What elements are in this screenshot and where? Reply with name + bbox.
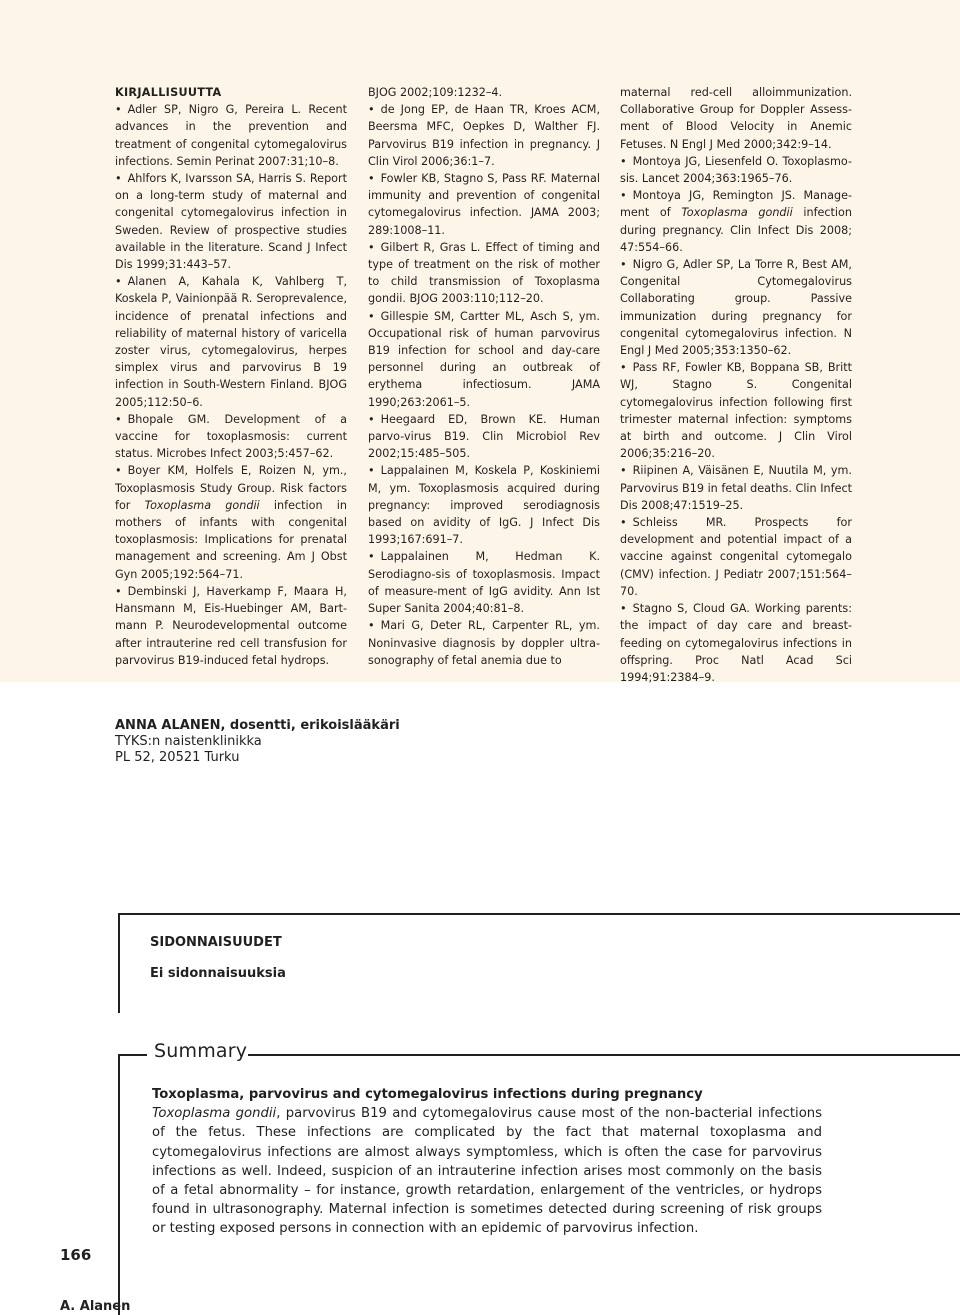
bullet-icon: •: [115, 412, 122, 426]
bullet-icon: •: [115, 103, 122, 117]
bullet-icon: •: [620, 189, 627, 203]
summary-content: [152, 1085, 822, 1239]
author-address: PL 52, 20521 Turku: [115, 750, 240, 765]
reference-item: • de Jong EP, de Haan TR, Kroes ACM, Beersma MFC, Oepkes D, Walther FJ. Parvovirus B19 infection in pregnancy. J Clin Virol 2006;36:1–7.: [368, 103, 600, 168]
bullet-icon: •: [368, 103, 375, 117]
reference-item: • Lappalainen M, Hedman K. Serodiagno-sis of toxoplasmosis. Impact of measure-ment of IgG avidity. Ann Ist Super Sanita 2004;40:81–8.: [368, 550, 600, 616]
author-info: [115, 718, 400, 766]
reference-item: • Mari G, Deter RL, Carpenter RL, ym. Noninvasive diagnosis by doppler ultra-sonography of fetal anemia due to: [368, 619, 600, 667]
species-name-italic: Toxoplasma gondii: [681, 206, 793, 220]
species-name-italic: Toxoplasma gondii: [152, 1106, 277, 1122]
reference-continuation: BJOG 2002;109:1232–4.: [368, 86, 503, 99]
bullet-icon: •: [620, 602, 627, 616]
reference-item: • Gilbert R, Gras L. Effect of timing and type of treatment on the risk of mother to child transmission of Toxoplasma gondii. BJOG 2003:110;112–20.: [368, 240, 600, 306]
author-name: ANNA ALANEN, dosentti, erikoislääkäri: [115, 718, 400, 733]
bullet-icon: •: [368, 172, 375, 186]
reference-item: • Schleiss MR. Prospects for development and potential impact of a vaccine against congenital cytomegalo (CMV) infection. J Pediatr 2007;151:564–70.: [620, 516, 852, 598]
reference-item: • Dembinski J, Haverkamp F, Maara H, Hansmann M, Eis-Huebinger AM, Bart-mann P. Neurodevelopmental outcome after intrauterine red cell transfusion for parvovirus B19-induced fetal hydrops.: [115, 584, 347, 667]
bullet-icon: •: [368, 240, 375, 254]
reference-item: • Alanen A, Kahala K, Vahlberg T, Koskela P, Vainionpää R. Seroprevalence, incidence of prenatal infections and reliability of maternal history of varicella zoster virus, cytomegalovirus, herpes simplex virus and parvovirus B 19 infection in South-Western Finland. BJOG 2005;112:50–6.: [115, 275, 347, 409]
reference-item: • Gillespie SM, Cartter ML, Asch S, ym. Occupational risk of human parvovirus B19 infection for school and day-care personnel during an outbreak of erythema infectiosum. JAMA 1990;263:2061–5.: [368, 309, 600, 409]
reference-item: • Adler SP, Nigro G, Pereira L. Recent advances in the prevention and treatment of congenital cytomegalovirus infections. Semin Perinat 2007:31;10–8.: [115, 103, 347, 168]
reference-item: • Boyer KM, Holfels E, Roizen N, ym., Toxoplasmosis Study Group. Risk factors for Toxoplasma gondii infection in mothers of infants with congenital toxoplasmosis: Implications for prenatal management and screening. Am J Obst Gyn 2005;192:564–71.: [115, 464, 347, 581]
reference-item: • Montoya JG, Remington JS. Manage-ment of Toxoplasma gondii infection during pregnancy. Clin Infect Dis 2008; 47:554–66.: [620, 189, 852, 254]
bullet-icon: •: [115, 464, 122, 478]
bullet-icon: •: [368, 412, 375, 426]
conflicts-text: Ei sidonnaisuuksia: [150, 966, 286, 981]
bullet-icon: •: [620, 516, 627, 530]
bullet-icon: •: [620, 464, 627, 478]
reference-item: • Lappalainen M, Koskela P, Koskiniemi M, ym. Toxoplasmosis acquired during pregnancy: improved serodiagnosis based on avidity of IgG. J Infect Dis 1993;167:691–7.: [368, 464, 600, 547]
summary-rule: [248, 1054, 960, 1056]
summary-heading: Toxoplasma, parvovirus and cytomegalovirus infections during pregnancy: [152, 1087, 703, 1102]
references-column-1: [115, 84, 347, 669]
author-affiliation: TYKS:n naistenklinikka: [115, 734, 262, 749]
bullet-icon: •: [620, 258, 627, 272]
page-number: 166: [60, 1246, 92, 1264]
bullet-icon: •: [368, 619, 375, 633]
summary-body: Toxoplasma gondii, parvovirus B19 and cytomegalovirus cause most of the non-bacterial infections of the fetus. These infections are complicated by the fact that maternal toxoplasma and cytomegalovirus infections are almost always symptomless, which is often the case for parvovirus infections as well. Indeed, suspicion of an intrauterine infection arises most commonly on the basis of a fetal abnormality – for instance, growth retardation, enlargement of the ventricles, or hydrops found in ultrasonography. Maternal infection is sometimes detected during screening of risk groups or testing exposed persons in connection with an epidemic of parvovirus infection.: [152, 1106, 822, 1237]
bullet-icon: •: [115, 172, 122, 186]
summary-rule: [120, 1054, 147, 1056]
summary-label: Summary: [154, 1040, 248, 1062]
bullet-icon: •: [368, 309, 375, 323]
reference-item: • Fowler KB, Stagno S, Pass RF. Maternal immunity and prevention of congenital cytomegalovirus infection. JAMA 2003; 289:1008–11.: [368, 172, 600, 237]
reference-item: • Bhopale GM. Development of a vaccine for toxoplasmosis: current status. Microbes Infect 2003;5:457–62.: [115, 412, 347, 461]
references-column-2: [368, 84, 600, 669]
reference-item: • Montoya JG, Liesenfeld O. Toxoplasmo-sis. Lancet 2004;363:1965–76.: [620, 154, 852, 186]
references-heading: KIRJALLISUUTTA: [115, 86, 222, 99]
reference-item: • Riipinen A, Väisänen E, Nuutila M, ym. Parvovirus B19 in fetal deaths. Clin Infect Dis 2008;47:1519–25.: [620, 464, 852, 512]
running-author: A. Alanen: [60, 1299, 131, 1314]
bullet-icon: •: [368, 464, 375, 478]
reference-item: • Pass RF, Fowler KB, Boppana SB, Britt WJ, Stagno S. Congenital cytomegalovirus infection following first trimester maternal infection: symptoms at birth and outcome. J Clin Virol 2006;35:216–20.: [620, 361, 852, 461]
summary-box: [118, 1040, 960, 1315]
reference-continuation: maternal red-cell alloimmunization. Collaborative Group for Doppler Assess-ment of Blood Velocity in Anemic Fetuses. N Engl J Med 2000;342:9–14.: [620, 86, 852, 151]
references-column-3: [620, 84, 852, 686]
conflicts-title: SIDONNAISUUDET: [150, 935, 282, 950]
reference-item: • Ahlfors K, Ivarsson SA, Harris S. Report on a long-term study of maternal and congenital cytomegalovirus infection in Sweden. Review of prospective studies available in the literature. Scand J Infect Dis 1999;31:443–57.: [115, 172, 347, 272]
bullet-icon: •: [620, 154, 627, 168]
bullet-icon: •: [368, 550, 375, 564]
reference-item: • Stagno S, Cloud GA. Working parents: the impact of day care and breast-feeding on cytomegalovirus infections in offspring. Proc Natl Acad Sci 1994;91:2384–9.: [620, 602, 852, 684]
reference-item: • Heegaard ED, Brown KE. Human parvo-virus B19. Clin Microbiol Rev 2002;15:485–505.: [368, 412, 600, 461]
bullet-icon: •: [115, 584, 122, 598]
species-name-italic: Toxoplasma gondii: [144, 498, 260, 512]
bullet-icon: •: [115, 275, 122, 289]
reference-item: • Nigro G, Adler SP, La Torre R, Best AM, Congenital Cytomegalovirus Collaborating group. Passive immunization during pregnancy for congenital cytomegalovirus infection. N Engl J Med 2005;353:1350–62.: [620, 258, 852, 358]
conflicts-of-interest-box: [118, 913, 960, 1013]
bullet-icon: •: [620, 361, 627, 375]
